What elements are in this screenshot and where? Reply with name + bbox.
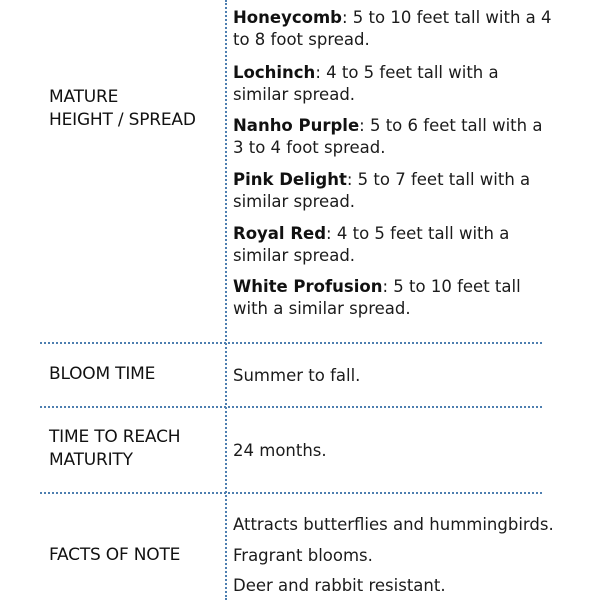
- variety-sep: :: [326, 224, 337, 243]
- variety-name: Lochinch: [233, 63, 316, 82]
- variety-entry: [233, 62, 553, 106]
- variety-desc: 5 to 6 feet tall with a 3 to 4 foot spread.: [233, 116, 543, 157]
- variety-entry: [233, 276, 553, 320]
- variety-name: Pink Delight: [233, 170, 347, 189]
- variety-name: Nanho Purple: [233, 116, 360, 135]
- bloom-time-label: BLOOM TIME: [49, 364, 156, 384]
- variety-desc: 4 to 5 feet tall with a similar spread.: [233, 63, 499, 104]
- facts-label: FACTS OF NOTE: [49, 545, 181, 565]
- variety-desc: 5 to 7 feet tall with a similar spread.: [233, 170, 531, 211]
- variety-sep: :: [359, 116, 370, 135]
- variety-desc: 5 to 10 feet tall with a 4 to 8 foot spread.: [233, 8, 552, 49]
- variety-sep: :: [341, 8, 353, 27]
- label-line: MATURITY: [49, 450, 133, 470]
- variety-entry: [233, 169, 553, 213]
- maturity-label: [49, 426, 180, 472]
- row-divider: [40, 406, 542, 408]
- variety-name: Honeycomb: [233, 8, 342, 27]
- fact-item: Fragrant blooms.: [233, 546, 373, 565]
- fact-item: Deer and rabbit resistant.: [233, 576, 446, 595]
- mature-height-label: [49, 86, 196, 132]
- row-divider: [40, 492, 542, 494]
- bloom-time-value: Summer to fall.: [233, 366, 361, 385]
- label-line: HEIGHT / SPREAD: [49, 110, 196, 130]
- variety-name: Royal Red: [233, 224, 327, 243]
- variety-entry: [233, 7, 553, 51]
- column-divider: [225, 0, 227, 600]
- variety-desc: 5 to 10 feet tall with a similar spread.: [233, 277, 521, 318]
- row-divider: [40, 342, 542, 344]
- variety-desc: 4 to 5 feet tall with a similar spread.: [233, 224, 510, 265]
- variety-entry: [233, 223, 553, 267]
- label-line: TIME TO REACH: [49, 427, 181, 447]
- label-line: MATURE: [49, 87, 119, 107]
- variety-name: White Profusion: [233, 277, 383, 296]
- variety-sep: :: [382, 277, 394, 296]
- variety-sep: :: [315, 63, 327, 82]
- variety-entry: [233, 115, 553, 159]
- maturity-value: 24 months.: [233, 441, 327, 460]
- variety-sep: :: [346, 170, 358, 189]
- fact-item: Attracts butterflies and hummingbirds.: [233, 515, 554, 534]
